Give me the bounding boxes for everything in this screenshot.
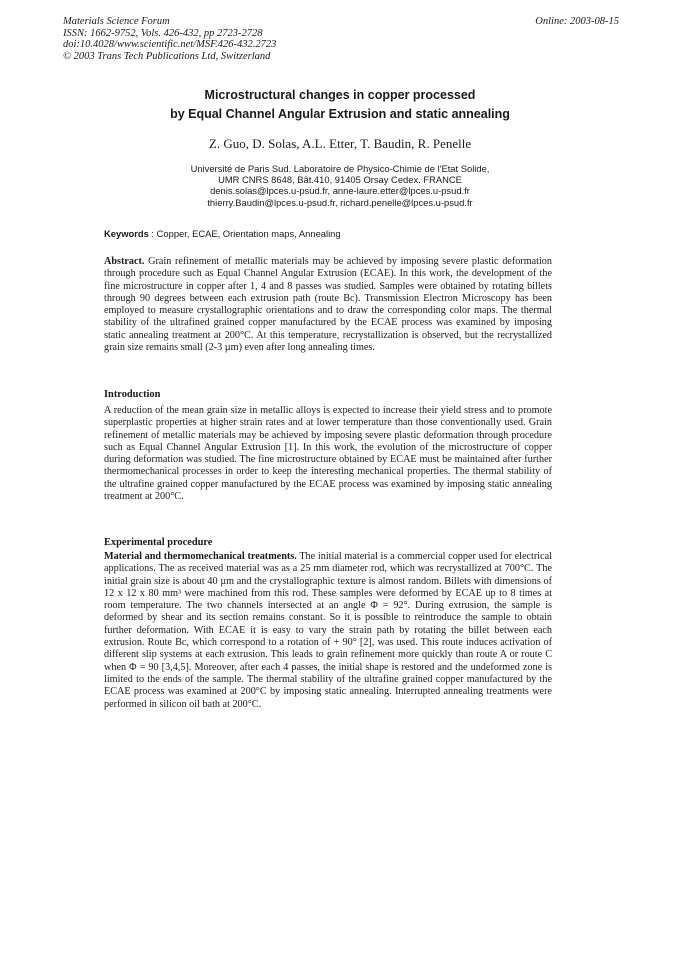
paper-title: [100, 86, 580, 124]
paper-authors: Z. Guo, D. Solas, A.L. Etter, T. Baudin, R. Penelle: [208, 136, 472, 151]
title-line-2: by Equal Channel Angular Extrusion and static annealing: [170, 107, 510, 121]
experimental-subheading: Material and thermomechanical treatments.: [104, 551, 297, 562]
keywords-label: Keywords: [104, 228, 149, 239]
keywords-line: [104, 228, 574, 240]
experimental-section: [104, 551, 552, 711]
affiliation-email: denis.solas@lpces.u-psud.fr, anne-laure.etter@lpces.u-psud.fr: [210, 185, 470, 197]
affiliation-email: thierry.Baudin@lpces.u-psud.fr, richard.penelle@lpces.u-psud.fr: [207, 196, 473, 208]
introduction-heading: Introduction: [104, 389, 161, 400]
affiliation-line: UMR CNRS 8648, Bât.410, 91405 Orsay Cedex. FRANCE: [218, 174, 462, 186]
affiliation-block: [100, 163, 580, 208]
journal-issn: ISSN: 1662-9752, Vols. 426-432, pp 2723-2728: [63, 27, 263, 39]
abstract-text: Grain refinement of metallic materials may be achieved by imposing severe plastic deformation through procedure such as Equal Channel Angular Extrusion (ECAE). In this work, the development of the fine microstructure in copper after 1, 4 and 8 passes was studied. Samples were obtained by rotating billets through 90 degrees between each extrusion path (route Bc). Transmission Electron Microscopy has been employed to measure crystallographic orientations and to draw the corresponding color maps. The thermal stability of the ultrafined grained copper manufactured by the ECAE process was examined by imposing static annealing treatment at 200°C. At this temperature, recrystallization is observed, but the recrystallized grain size remains small (2-3 µm) even after long annealing times.: [104, 256, 552, 354]
journal-header: [63, 16, 619, 62]
online-date: Online: 2003-08-15: [535, 16, 619, 27]
journal-copyright: © 2003 Trans Tech Publications Ltd, Switzerland: [63, 50, 271, 62]
keywords-text: : Copper, ECAE, Orientation maps, Annealing: [148, 228, 341, 239]
abstract-label: Abstract.: [104, 256, 145, 267]
experimental-heading: Experimental procedure: [104, 537, 213, 548]
title-line-1: Microstructural changes in copper processed: [204, 88, 476, 102]
journal-doi: doi:10.4028/www.scientific.net/MSF.426-432.2723: [63, 39, 277, 50]
journal-name: Materials Science Forum: [63, 16, 170, 27]
experimental-paragraph: The initial material is a commercial copper used for electrical applications. The as received material was as a 25 mm diameter rod, which was recrystallized at 700°C. The initial grain size is about 40 µm and the crystallographic texture is almost random. Billets with dimensions of 12 x 12 x 80 mm³ were machined from this rod. These samples were deformed by ECAE up to 8 times at room temperature. The two channels intersected at an angle Φ = 92°. During extrusion, the sample is deformed by shear and its section remains constant. So it is possible to reintroduce the sample to obtain further deformation. With ECAE it is easy to vary the strain path by rotating the billet between each extrusion. Route Bc, which correspond to a rotation of + 90° [2], was used. This route induces activation of different slip systems at each extrusion. This leads to grain refinement more quickly than route A or route C when Φ = 90 [3,4,5]. Moreover, after each 4 passes, the initial shape is restored and the undeformed zone is limited to the ends of the sample. The thermal stability of the ultrafine grained copper manufactured by the ECAE process was examined at 200°C by imposing static annealing. Interrupted annealing treatments were performed in silicon oil bath at 200°C.: [104, 551, 552, 710]
introduction-section: [104, 405, 552, 503]
introduction-paragraph: A reduction of the mean grain size in metallic alloys is expected to increase their yield stress and to promote superplastic properties at higher strain rates and at lower temperature than those conventionally used. Grain refinement of metallic materials may be achieved by imposing severe plastic deformation through procedure such as Equal Channel Angular Extrusion [1]. In this work, the evolution of the microstructure of copper during deformation was studied. The fine microstructure obtained by ECAE must be maintained after further thermomechanical processes in order to keep the interesting mechanical properties. The thermal stability of the ultrafine grained copper manufactured by the ECAE process was examined by imposing static annealing treatment at 200°C.: [104, 405, 552, 503]
abstract-section: [104, 256, 552, 354]
affiliation-line: Université de Paris Sud. Laboratoire de Physico-Chimie de l'Etat Solide,: [190, 163, 490, 174]
